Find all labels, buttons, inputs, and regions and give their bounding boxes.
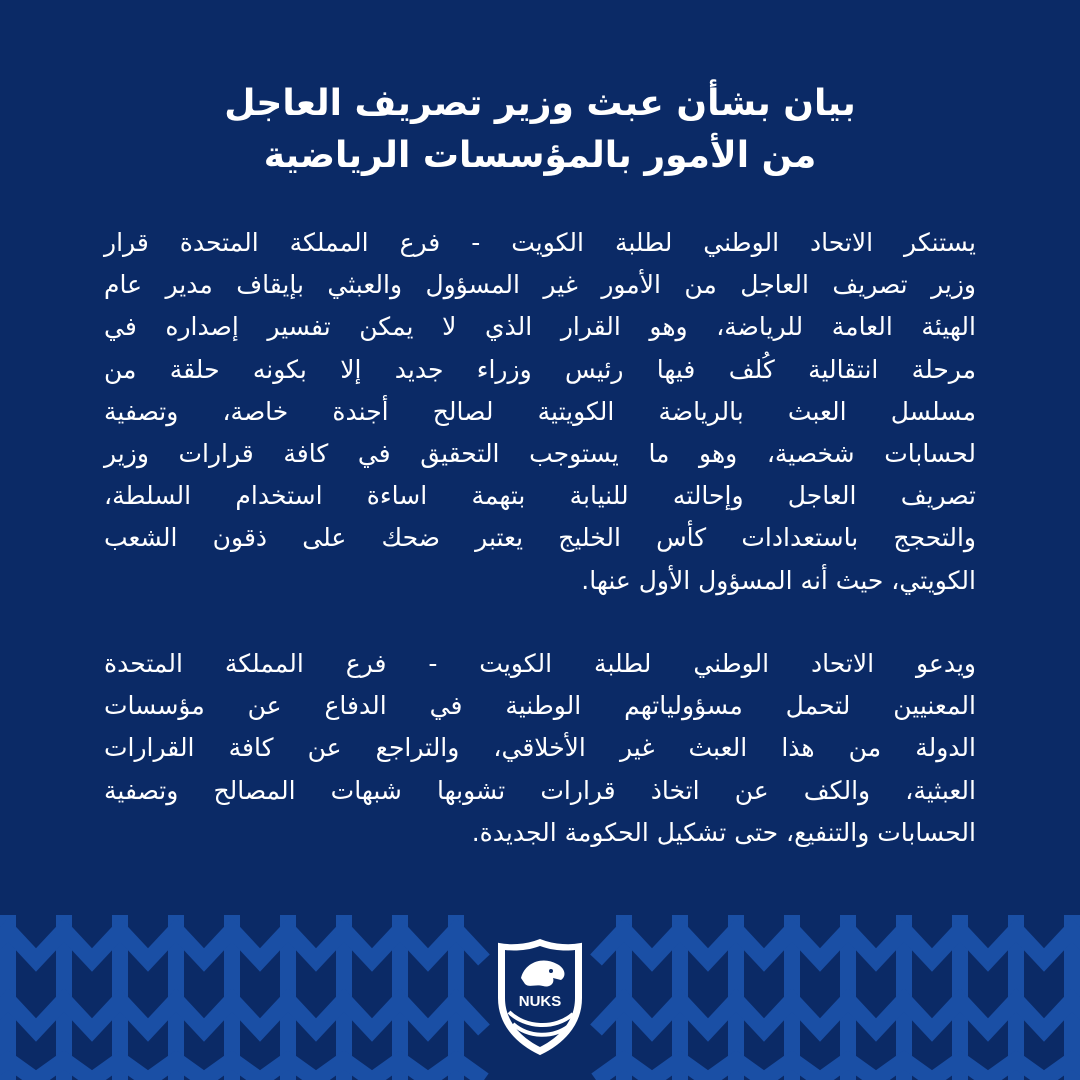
paragraph-2 bbox=[104, 643, 976, 854]
paragraph-line: الكويتي، حيث أنه المسؤول الأول عنها. bbox=[581, 565, 976, 595]
paragraph-line: العبثية، والكف عن اتخاذ قرارات تشوبها شبهات المصالح وتصفية bbox=[104, 775, 976, 805]
paragraph-line: مسلسل العبث بالرياضة الكويتية لصالح أجندة خاصة، وتصفية bbox=[104, 396, 976, 426]
paragraph-line: المعنيين لتحمل مسؤولياتهم الوطنية في الدفاع عن مؤسسات bbox=[104, 691, 976, 721]
paragraph-line: وزير تصريف العاجل من الأمور غير المسؤول والعبثي بإيقاف مدير عام bbox=[104, 270, 976, 300]
paragraph-line: لحسابات شخصية، وهو ما يستوجب التحقيق في كافة قرارات وزير bbox=[104, 439, 976, 469]
paragraph-1 bbox=[104, 222, 976, 602]
paragraph-line: يستنكر الاتحاد الوطني لطلبة الكويت - فرع المملكة المتحدة قرار bbox=[104, 228, 976, 257]
title-line-2: من الأمور بالمؤسسات الرياضية bbox=[263, 135, 817, 176]
paragraph-line: الدولة من هذا العبث غير الأخلاقي، والتراجع عن كافة القرارات bbox=[104, 733, 976, 763]
logo-text: NUKS bbox=[518, 993, 562, 1010]
nuks-logo bbox=[495, 938, 585, 1056]
paragraph-line: الهيئة العامة للرياضة، وهو القرار الذي لا يمكن تفسير إصداره في bbox=[104, 312, 976, 342]
paragraph-line: ويدعو الاتحاد الوطني لطلبة الكويت - فرع المملكة المتحدة bbox=[104, 649, 976, 678]
paragraph-line: تصريف العاجل وإحالته للنيابة بتهمة اساءة استخدام السلطة، bbox=[104, 481, 976, 511]
paragraph-line: والتحجج باستعدادات كأس الخليج يعتبر ضحك على ذقون الشعب bbox=[104, 523, 976, 553]
title-line-1: بيان بشأن عبث وزير تصريف العاجل bbox=[224, 83, 856, 124]
paragraph-line: الحسابات والتنفيع، حتى تشكيل الحكومة الجديدة. bbox=[471, 817, 976, 847]
paragraph-line: مرحلة انتقالية كُلف فيها رئيس وزراء جديد إلا بكونه حلقة من bbox=[104, 354, 976, 384]
statement-title bbox=[0, 78, 1080, 182]
